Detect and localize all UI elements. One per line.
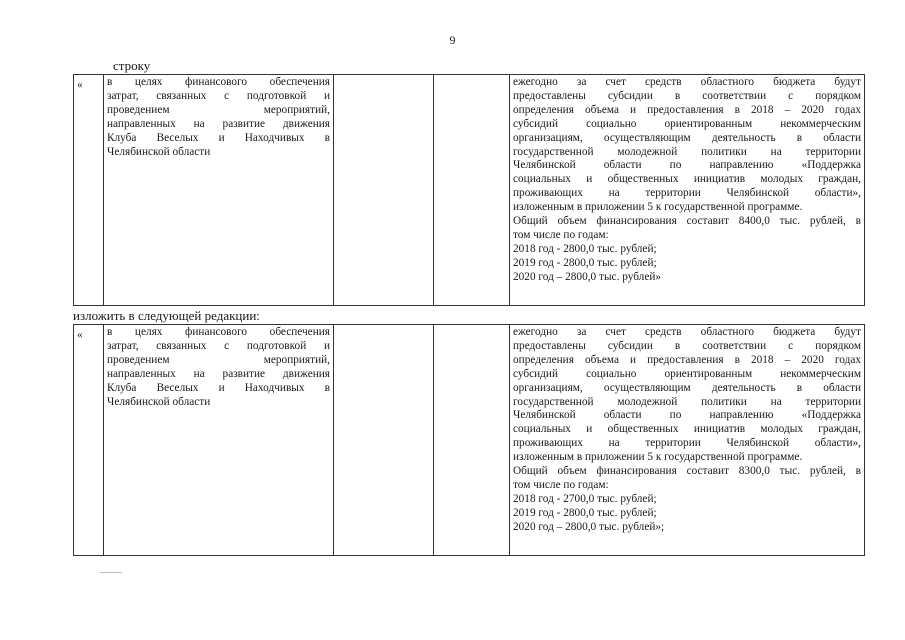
- purpose-cell: [104, 75, 334, 306]
- description-line: определения объема и предоставления в 2018 – 2020 годах: [513, 103, 861, 116]
- scan-artifact-line: [100, 572, 122, 573]
- description-line: государственной молодежной политики на территории: [513, 395, 861, 408]
- page-number: 9: [449, 33, 456, 47]
- table-new-row: [73, 324, 865, 556]
- empty-cell: [334, 325, 434, 556]
- description-line: ежегодно за счет средств областного бюджета будут: [513, 326, 861, 338]
- caption-current-row: строку: [113, 58, 151, 73]
- description-line: определения объема и предоставления в 2018 – 2020 годах: [513, 353, 861, 366]
- description-line: социальных и общественных инициатив молодых граждан,: [513, 423, 861, 436]
- table-row: [74, 325, 865, 556]
- description-line: 2018 год - 2700,0 тыс. рублей;: [513, 492, 657, 505]
- purpose-line: затрат, связанных с подготовкой и: [107, 339, 330, 352]
- description-line: социальных и общественных инициатив молодых граждан,: [513, 173, 861, 186]
- description-line: проживающих на территории Челябинской области»,: [513, 437, 861, 450]
- empty-cell: [434, 75, 510, 306]
- purpose-line: в целях финансового обеспечения: [107, 76, 330, 88]
- description-line: изложенным в приложении 5 к государственной программе.: [513, 451, 803, 464]
- description-line: Общий объем финансирования составит 8400,0 тыс. рублей, в: [513, 215, 861, 228]
- description-line: 2018 год - 2800,0 тыс. рублей;: [513, 242, 657, 255]
- description-line: Челябинской области по направлению «Поддержка: [513, 409, 861, 422]
- description-line: организациям, осуществляющим деятельность в области: [513, 131, 861, 144]
- description-line: предоставлены субсидии в соответствии с порядком: [513, 339, 861, 352]
- empty-cell: [434, 325, 510, 556]
- description-line: 2019 год - 2800,0 тыс. рублей;: [513, 256, 657, 269]
- purpose-line: затрат, связанных с подготовкой и: [107, 89, 330, 102]
- description-line: 2020 год – 2800,0 тыс. рублей»: [513, 270, 662, 283]
- description-line: субсидий социально ориентированным некоммерческим: [513, 117, 861, 130]
- description-line: Челябинской области по направлению «Поддержка: [513, 159, 861, 172]
- description-line: государственной молодежной политики на территории: [513, 145, 861, 158]
- quote-mark-cell: «: [74, 75, 104, 306]
- purpose-line: проведением мероприятий,: [107, 353, 330, 366]
- purpose-line: в целях финансового обеспечения: [107, 326, 330, 338]
- description-line: организациям, осуществляющим деятельность в области: [513, 381, 861, 394]
- purpose-line: Клуба Веселых и Находчивых в: [107, 131, 330, 144]
- description-line: ежегодно за счет средств областного бюджета будут: [513, 76, 861, 88]
- description-line: субсидий социально ориентированным некоммерческим: [513, 367, 861, 380]
- purpose-line: Клуба Веселых и Находчивых в: [107, 381, 330, 394]
- description-line: том числе по годам:: [513, 228, 609, 241]
- description-cell: [510, 325, 865, 556]
- purpose-cell: [104, 325, 334, 556]
- purpose-line: направленных на развитие движения: [107, 367, 330, 380]
- caption-new-edition: изложить в следующей редакции:: [73, 308, 260, 323]
- description-line: изложенным в приложении 5 к государственной программе.: [513, 201, 803, 214]
- purpose-line: направленных на развитие движения: [107, 117, 330, 130]
- description-line: предоставлены субсидии в соответствии с порядком: [513, 89, 861, 102]
- description-line: Общий объем финансирования составит 8300,0 тыс. рублей, в: [513, 465, 861, 478]
- quote-mark-cell: «: [74, 325, 104, 556]
- description-line: том числе по годам:: [513, 478, 609, 491]
- description-line: 2019 год - 2800,0 тыс. рублей;: [513, 506, 657, 519]
- purpose-line: Челябинской области: [107, 395, 211, 408]
- description-cell: [510, 75, 865, 306]
- purpose-line: проведением мероприятий,: [107, 103, 330, 116]
- table-row: [74, 75, 865, 306]
- empty-cell: [334, 75, 434, 306]
- description-line: 2020 год – 2800,0 тыс. рублей»;: [513, 520, 665, 533]
- purpose-line: Челябинской области: [107, 145, 211, 158]
- description-line: проживающих на территории Челябинской области»,: [513, 187, 861, 200]
- table-current-row: [73, 74, 865, 306]
